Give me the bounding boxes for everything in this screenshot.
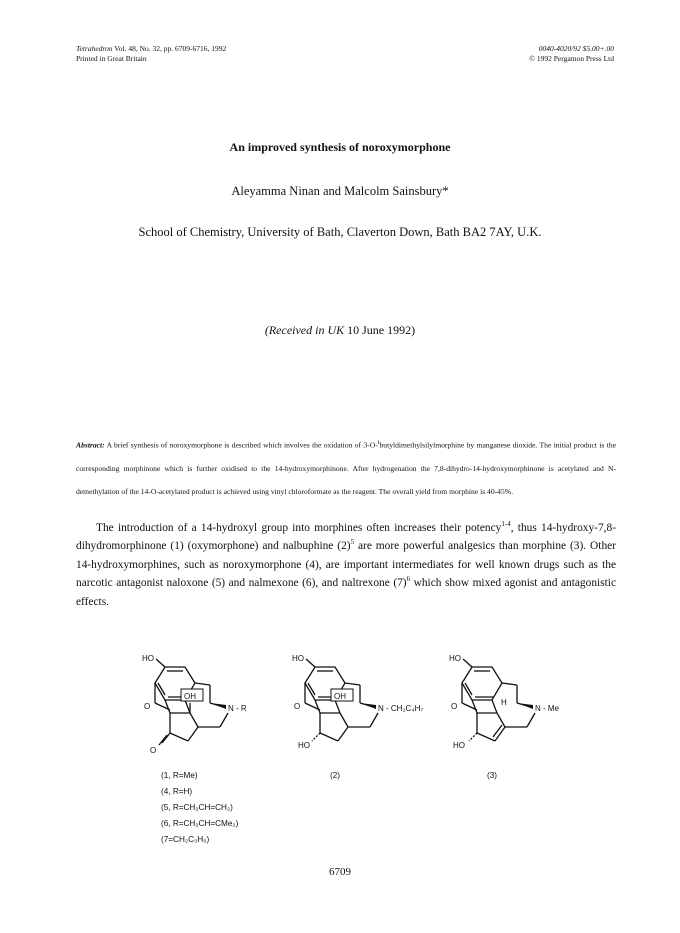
s3-ho-lower: HO	[453, 741, 465, 750]
intro-paragraph	[76, 519, 616, 611]
structure-3-label: (3)	[487, 771, 498, 780]
s1-oh-label: OH	[184, 692, 196, 701]
issn-code: 0040-4020/92 $5.00+.00	[538, 44, 614, 53]
para-text-a: The introduction of a 14-hydroxyl group into morphines often increases their potency	[96, 522, 502, 534]
s2-ether-o: O	[294, 702, 301, 711]
s2-amine-label: N - CH₂C₄H₇	[378, 704, 424, 713]
abstract-text-start: A brief synthesis of noroxymorphone is described which involves the oxidation of 3-O-	[104, 440, 378, 450]
abstract-superscript: t	[377, 439, 380, 446]
structure-1	[140, 655, 300, 770]
running-header-left	[76, 44, 226, 64]
received-line	[0, 323, 680, 338]
s1-amine-label: N - R	[228, 704, 247, 713]
copyright-notice: © 1992 Pergamon Press Ltd	[529, 54, 614, 63]
s2-oh-label: OH	[334, 692, 346, 701]
article-title: An improved synthesis of noroxymorphone	[229, 140, 451, 154]
citation-detail: Vol. 48, No. 32, pp. 6709-6716, 1992	[114, 44, 227, 53]
ref-sup-3: 6	[406, 575, 411, 584]
journal-citation	[76, 44, 226, 54]
para-text-b: , thus 14-hydroxy-7,8-dihydromorphinone (1) (oxymorphone) and nalbuphine (2)	[76, 522, 616, 553]
s2-ho-label: HO	[292, 655, 304, 663]
abstract	[76, 431, 616, 503]
s3-ether-o: O	[451, 702, 458, 711]
received-date: 10 June 1992)	[347, 323, 416, 337]
para-text-d: which show mixed agonist and antagonistic effects.	[76, 577, 616, 608]
author-affiliation: School of Chemistry, University of Bath, Claverton Down, Bath BA2 7AY, U.K.	[138, 225, 542, 239]
abstract-label: Abstract:	[76, 440, 105, 450]
journal-name: Tetrahedron	[76, 44, 113, 53]
s1-ketone-o: O	[150, 746, 157, 755]
ref-sup-2: 5	[350, 538, 355, 547]
running-header-right	[529, 44, 614, 64]
s3-h-label: H	[501, 698, 507, 707]
caption-6: (6, R=CH₂CH=CMe₂)	[161, 819, 239, 828]
structure-1-captions	[161, 768, 238, 848]
s3-amine-label: N - Me	[535, 704, 559, 713]
ref-sup-1: 1-4	[501, 520, 511, 529]
page-number: 6709	[329, 866, 351, 878]
s2-ho-lower: HO	[298, 741, 310, 750]
caption-1: (1, R=Me)	[161, 771, 198, 780]
structure-3	[447, 655, 597, 755]
printed-in: Printed in Great Britain	[76, 54, 147, 63]
abstract-text-end: butyldimethylsilylmorphine by manganese dioxide. The initial product is the corresponding morphinone which is further oxidised to the 14-hydroxymorphinone. After hydrogenation the 7,8-dihydro-14-hydroxymorphinone is acetylated and N-demethylation of the 14-O-acetylated product is achieved using vinyl chloroformate as the reagent. The overall yield from morphine is 40-45%.	[76, 440, 616, 496]
caption-4: (4, R=H)	[161, 787, 193, 796]
caption-5: (5, R=CH₂CH=CH₂)	[161, 803, 233, 812]
s1-ether-o: O	[144, 702, 151, 711]
structure-2-label: (2)	[330, 771, 341, 780]
article-authors: Aleyamma Ninan and Malcolm Sainsbury*	[231, 184, 449, 198]
structure-2	[290, 655, 440, 755]
para-text-c: are more powerful analgesics than morphine (3). Other 14-hydroxymorphines, such as noroxymorphone (4), are important intermediates for well known drugs such as the narcotic antagonist naloxone (5) and nalmexone (6), and naltrexone (7)	[76, 540, 616, 590]
received-prefix: (Received in UK	[264, 323, 345, 337]
s1-ho-label: HO	[142, 655, 154, 663]
s3-ho-label: HO	[449, 655, 461, 663]
caption-7: (7=CH₂C₃H₅)	[161, 835, 210, 844]
